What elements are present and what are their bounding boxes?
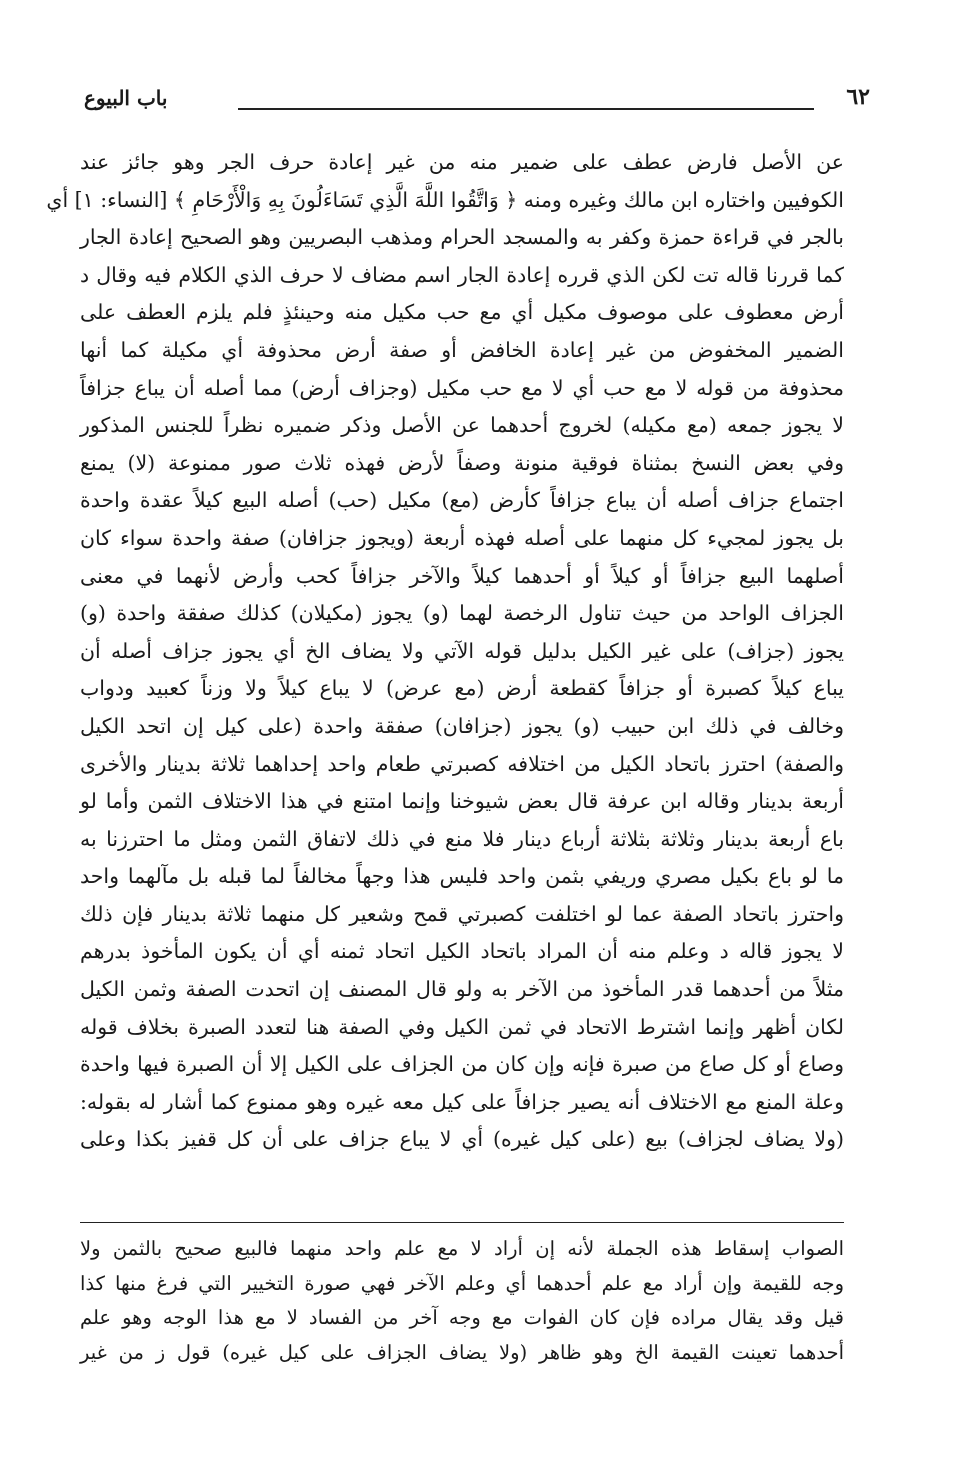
footnote-line: وجه للقيمة وإن أراد مع علم أحدهما أي وعلم الآخر فهي صورة التخيير التي فرغ منها كذا — [80, 1271, 844, 1295]
text-line: وفي بعض النسخ بمثناة فوقية منونة وصفاً لأرض فهذه ثلاث صور ممنوعة (لا) يمنع — [80, 450, 844, 475]
text-line: بل يجوز لمجيء كل منهما على أصله فهذه أربعة (ويجوز جزافان) صفة واحدة سواء كان — [80, 525, 844, 550]
text-line: واحترز باتحاد الصفة عما لو اختلفت كصبرتي قمح وشعير كل منهما ثلاثة بدينار فإن ذلك — [80, 901, 844, 926]
footnote-line: أحدهما تعينت القيمة الخ وهو ظاهر (ولا يضاف الجزاف على كيل غيره) قول ز من غير — [80, 1340, 844, 1364]
text-line: والصفة) احترز باتحاد الكيل من اختلافه كصبرتي طعام واحد إحداهما ثلاثة بدينار والأخرى — [80, 751, 844, 776]
text-line: وعلة المنع مع الاختلاف أنه يصير جزافاً على كيل معه غيره وهو ممنوع كما أشار له بقوله: — [80, 1089, 844, 1114]
text-line: الكوفيين واختاره ابن مالك وغيره ومنه ﴿ وَاتَّقُوا اللَّهَ الَّذِي تَسَاءَلُونَ بِهِ وَالْأَرْحَامِ ﴾ [النساء: ١] أي — [46, 187, 844, 212]
text-line: الضمير المخفوض من غير إعادة الخافض أو صفة أرض محذوفة أي مكيلة كما أنها — [80, 337, 844, 362]
running-title: باب البيوع — [84, 86, 168, 110]
text-line: محذوفة من قوله لا مع حب أي لا مع حب مكيل (وجزاف أرض) مما أصله أن يباع جزافاً — [80, 375, 844, 400]
text-line: وخالف في ذلك ابن حبيب (و) يجوز (جزافان) صفقة واحدة (على كيل إن اتحد الكيل — [80, 713, 844, 738]
text-line: كما قررنا قاله تت لكن الذي قرره إعادة الجار اسم مضاف لا حرف الذي الكلام فيه وقال د — [80, 262, 844, 287]
text-line: اجتماع جزاف أصله أن يباع جزافاً كأرض (مع) مكيل (حب) أصله البيع كيلاً عقدة واحدة — [80, 488, 844, 513]
text-line: الجزاف الواحد من حيث تناول الرخصة لهما (و) يجوز (مكيلان) كذلك صفقة واحدة (و) — [80, 601, 844, 626]
text-line: عن الأصل فارض عطف على ضمير منه من غير إعادة حرف الجر وهو جائز عند — [80, 150, 844, 174]
text-line: وصاع أو كل صاع من صبرة فإنه وإن كان من الجزاف على الكيل إلا أن الصبرة فيها واحدة — [80, 1052, 844, 1077]
footnote-line: قيل وقد يقال مراده فإن كان الفوات مع وجه آخر من الفساد لا مع هذا الوجه وهو علم — [80, 1306, 844, 1329]
footnote-line: الصواب إسقاط هذه الجملة لأنه إن أراد لا مع علم واحد منهما فالبيع صحيح بالثمن ولا — [80, 1237, 844, 1260]
text-line: أصلهما البيع جزافاً أو كيلاً أو أحدهما كيلاً والآخر جزافاً كحب وأرض لأنهما في معنى — [80, 563, 844, 588]
text-line: (ولا يضاف لجزاف) بيع (على كيل غيره) أي لا يباع جزاف على أن كل قفيز بكذا وعلى — [80, 1127, 844, 1152]
header-rule — [238, 108, 814, 110]
text-line: لا يجوز جمعه (مع مكيله) لخروج أحدهما عن الأصل وذكر ضميره نظراً للجنس المذكور — [80, 413, 844, 438]
text-line: بالجر في قراءة حمزة وكفر به والمسجد الحرام ومذهب البصريين وهو الصحيح إعادة الجار — [80, 225, 844, 250]
footnotes — [80, 1232, 844, 1370]
page-number: ٦٢ — [846, 84, 870, 110]
text-line: مثلاً من أحدهما قدر المأخوذ من الآخر به ولو قال المصنف إن اتحدت الصفة وثمن الكيل — [80, 977, 844, 1002]
main-text — [46, 144, 844, 1159]
text-line: أربعة بدينار وقاله ابن عرفة قال بعض شيوخنا وإنما امتنع في هذا الاختلاف الثمن وأما لو — [80, 789, 844, 814]
text-line: باع أربعة بدينار وثلاثة بثلاثة أرباع دينار فلا منع في ذلك لاتفاق الثمن ومثل ما احترزنا به — [80, 826, 844, 851]
text-line: لكان أظهر وإنما اشترط الاتحاد في ثمن الكيل وفي الصفة هنا لتعدد الصبرة بخلاف قوله — [80, 1014, 844, 1039]
text-line: يباع كيلاً كصبرة أو جزافاً كقطعة أرض (مع عرض) لا يباع كيلاً ولا وزناً كعبيد ودواب — [80, 676, 844, 701]
text-line: ما لو باع بكيل مصري وريفي بثمن واحد فليس هذا وجهاً مخالفاً لما قبله بل مآلهما واحد — [80, 864, 844, 889]
text-line: أرض معطوف على موصوف مكيل أي مع حب مكيل منه وحينئذٍ فلم يلزم العطف على — [80, 300, 844, 325]
text-line: يجوز (جزاف) على غير الكيل بدليل قوله الآتي ولا يضاف الخ أي يجوز جزاف أصله أن — [80, 638, 844, 663]
text-line: لا يجوز قاله د وعلم منه أن المراد باتحاد الكيل اتحاد ثمنه أي أن يكون المأخوذ بدرهم — [80, 939, 844, 964]
footnote-rule — [80, 1222, 844, 1223]
page-header — [78, 84, 876, 118]
